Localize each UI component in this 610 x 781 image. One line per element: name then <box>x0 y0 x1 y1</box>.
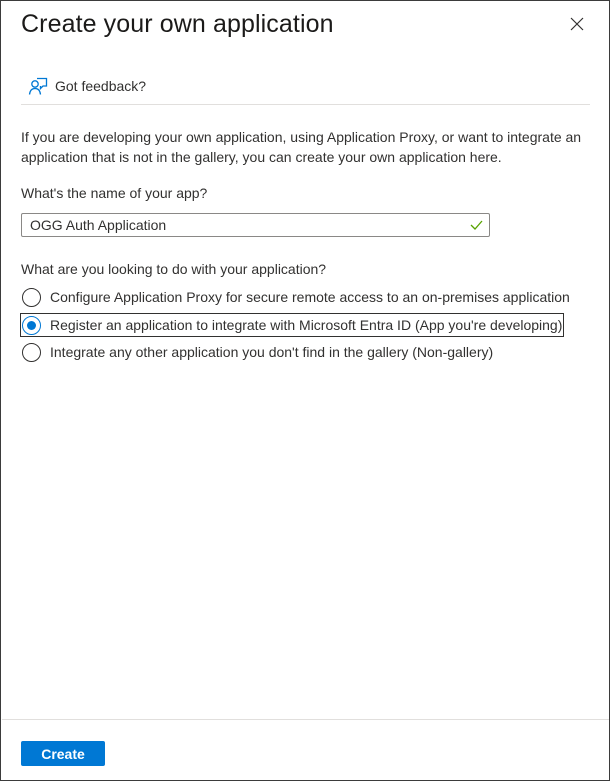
radio-option-non-gallery[interactable] <box>21 341 493 363</box>
header-divider <box>21 104 590 105</box>
radio-option-label: Integrate any other application you don't find in the gallery (Non-gallery) <box>50 344 494 360</box>
radio-button-selected[interactable] <box>22 316 41 335</box>
radio-option-label: Register an application to integrate with Microsoft Entra ID (App you're developing) <box>50 317 563 333</box>
close-icon <box>567 14 587 34</box>
checkmark-icon <box>470 219 483 231</box>
intro-text: If you are developing your own application, using Application Proxy, or want to integrate an application that is not in the gallery, you can create your own application here. <box>21 129 582 165</box>
app-name-field[interactable] <box>21 213 490 237</box>
panel-title: Create your own application <box>21 10 334 38</box>
feedback-person-icon <box>28 76 48 96</box>
radio-option-label: Configure Application Proxy for secure remote access to an on-premises application <box>50 289 570 305</box>
app-name-input[interactable] <box>22 214 489 236</box>
radio-button[interactable] <box>22 288 41 307</box>
app-name-label: What's the name of your app? <box>21 185 208 201</box>
radio-button[interactable] <box>22 343 41 362</box>
radio-option-register-app[interactable] <box>21 314 563 336</box>
purpose-label: What are you looking to do with your application? <box>21 261 327 277</box>
feedback-link[interactable] <box>28 75 146 97</box>
close-button[interactable] <box>567 14 587 34</box>
feedback-label: Got feedback? <box>55 78 147 94</box>
footer-divider <box>2 719 609 720</box>
create-button[interactable]: Create <box>21 741 105 766</box>
radio-option-app-proxy[interactable] <box>21 286 570 308</box>
